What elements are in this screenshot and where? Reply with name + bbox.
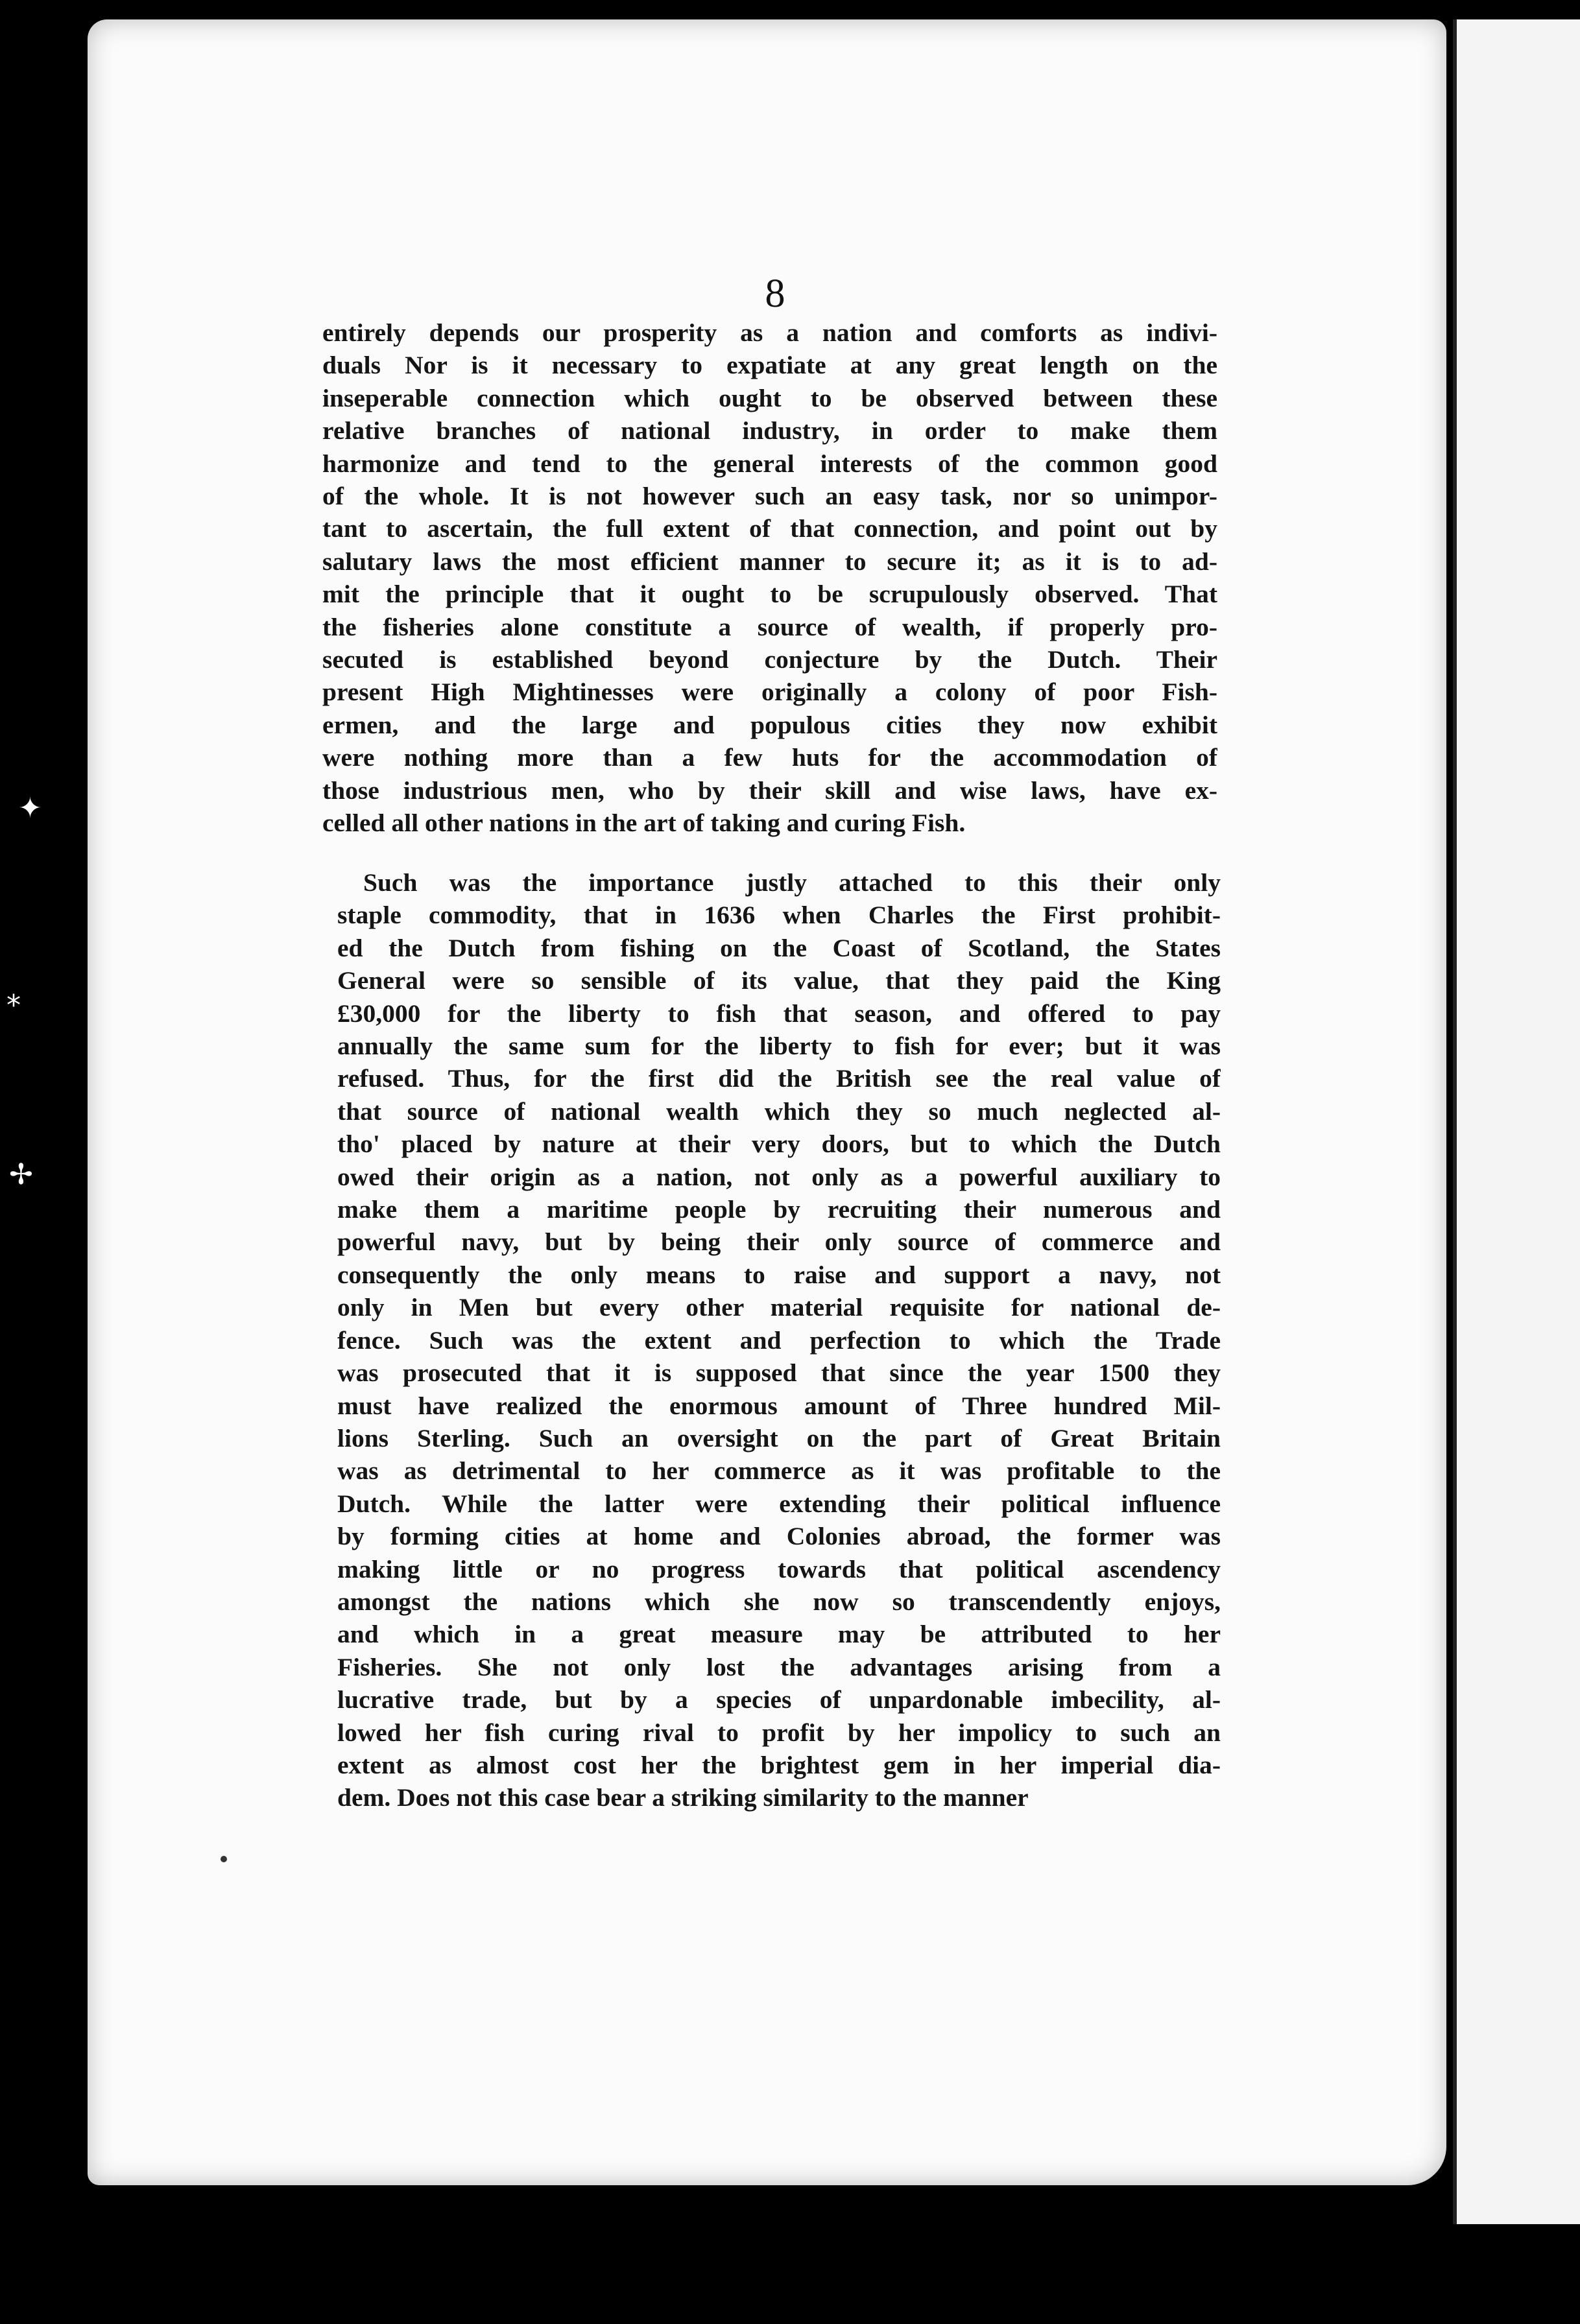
text-line: consequently the only means to raise and support a navy, not: [337, 1260, 1221, 1289]
text-line: owed their origin as a nation, not only as a powerful auxiliary to: [337, 1162, 1221, 1191]
text-line: and which in a great measure may be attributed to her: [337, 1620, 1221, 1649]
text-line: lions Sterling. Such an oversight on the part of Great Britain: [337, 1423, 1221, 1452]
paragraph-2: [337, 866, 1221, 1814]
text-line: fence. Such was the extent and perfection to which the Trade: [337, 1325, 1221, 1355]
text-line: present High Mightinesses were originally a colony of poor Fish-: [322, 678, 1217, 707]
text-line: ed the Dutch from fishing on the Coast of Scotland, the States: [337, 933, 1221, 962]
text-line: duals Nor is it necessary to expatiate at any great length on the: [322, 351, 1217, 380]
text-line: salutary laws the most efficient manner to secure it; as it is to ad-: [322, 547, 1217, 576]
text-line: Fisheries. She not only lost the advantages arising from a: [337, 1652, 1221, 1681]
text-line: entirely depends our prosperity as a nation and comforts as indivi-: [322, 318, 1217, 347]
text-line: Dutch. While the latter were extending their political influence: [337, 1489, 1221, 1518]
text-line: tant to ascertain, the full extent of that connection, and point out by: [322, 514, 1217, 543]
text-line: were nothing more than a few huts for the accommodation of: [322, 743, 1217, 772]
text-line: lowed her fish curing rival to profit by her impolicy to such an: [337, 1718, 1221, 1747]
facing-page-edge: [1453, 19, 1580, 2224]
page-number: 8: [765, 272, 785, 316]
text-line: dem. Does not this case bear a striking similarity to the manner: [337, 1783, 1029, 1812]
text-line: tho' placed by nature at their very doors, but to which the Dutch: [337, 1130, 1221, 1159]
text-line: refused. Thus, for the first did the British see the real value of: [337, 1064, 1221, 1093]
text-line: powerful navy, but by being their only source of commerce and: [337, 1227, 1221, 1257]
margin-speck: ✢: [9, 1158, 33, 1191]
text-line: staple commodity, that in 1636 when Charles the First prohibit-: [337, 901, 1221, 930]
ink-spot: [221, 1856, 227, 1862]
text-line: inseperable connection which ought to be observed between these: [322, 383, 1217, 412]
text-line: make them a maritime people by recruiting their numerous and: [337, 1195, 1221, 1224]
paragraph-1: [322, 316, 1217, 840]
text-line: extent as almost cost her the brightest gem in her imperial dia-: [337, 1750, 1221, 1779]
text-line: those industrious men, who by their skill and wise laws, have ex-: [322, 776, 1217, 805]
text-line: celled all other nations in the art of taking and curing Fish.: [322, 809, 966, 838]
text-line: must have realized the enormous amount of Three hundred Mil-: [337, 1391, 1221, 1420]
text-line: annually the same sum for the liberty to fish for ever; but it was: [337, 1032, 1221, 1061]
text-line: of the whole. It is not however such an easy task, nor so unimpor-: [322, 482, 1217, 511]
text-line: secuted is established beyond conjecture by the Dutch. Their: [322, 645, 1217, 674]
text-line: amongst the nations which she now so transcendently enjoys,: [337, 1587, 1221, 1616]
margin-speck: ⁎: [6, 980, 21, 1013]
text-line: was prosecuted that it is supposed that since the year 1500 they: [337, 1358, 1221, 1388]
text-line: making little or no progress towards that political ascendency: [337, 1554, 1221, 1583]
text-line: ermen, and the large and populous cities they now exhibit: [322, 710, 1217, 739]
text-line: General were so sensible of its value, that they paid the King: [337, 966, 1221, 995]
text-line: only in Men but every other material requisite for national de-: [337, 1293, 1221, 1322]
text-line: Such was the importance justly attached to this their only: [363, 868, 1221, 897]
text-line: the fisheries alone constitute a source of wealth, if properly pro-: [322, 612, 1217, 641]
text-line: lucrative trade, but by a species of unpardonable imbecility, al-: [337, 1685, 1221, 1714]
text-line: relative branches of national industry, in order to make them: [322, 416, 1217, 445]
text-line: mit the principle that it ought to be scrupulously observed. That: [322, 580, 1217, 609]
text-line: £30,000 for the liberty to fish that season, and offered to pay: [337, 999, 1221, 1028]
text-line: that source of national wealth which they so much neglected al-: [337, 1097, 1221, 1126]
text-line: was as detrimental to her commerce as it was profitable to the: [337, 1456, 1221, 1486]
text-line: by forming cities at home and Colonies abroad, the former was: [337, 1522, 1221, 1551]
margin-speck: ✦: [18, 792, 42, 825]
text-line: harmonize and tend to the general interests of the common good: [322, 449, 1217, 478]
